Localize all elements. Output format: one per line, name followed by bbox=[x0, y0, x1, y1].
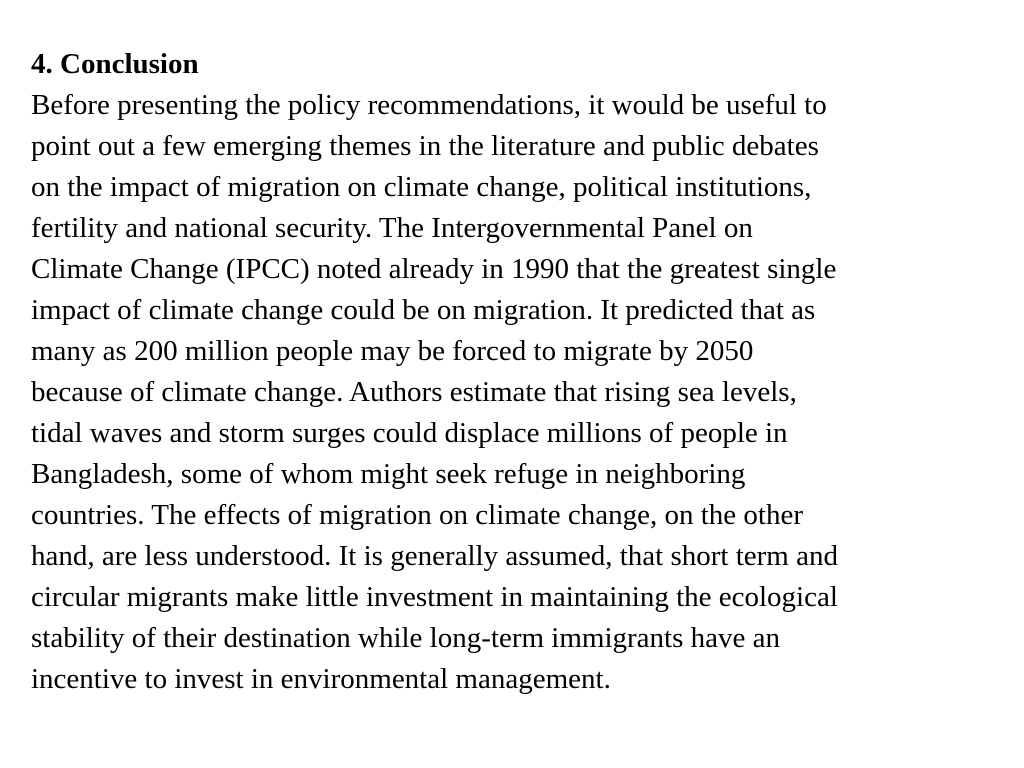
body-paragraph bbox=[31, 85, 996, 700]
paragraph-line: point out a few emerging themes in the literature and public debates bbox=[31, 130, 819, 162]
slide-content bbox=[31, 44, 996, 700]
paragraph-line: circular migrants make little investment in maintaining the ecological bbox=[31, 581, 838, 613]
paragraph-line: on the impact of migration on climate change, political institutions, bbox=[31, 171, 812, 203]
paragraph-line: hand, are less understood. It is generally assumed, that short term and bbox=[31, 540, 838, 572]
paragraph-line: countries. The effects of migration on climate change, on the other bbox=[31, 499, 803, 531]
paragraph-line: many as 200 million people may be forced to migrate by 2050 bbox=[31, 335, 754, 367]
section-heading: 4. Conclusion bbox=[31, 48, 199, 80]
paragraph-line: Climate Change (IPCC) noted already in 1990 that the greatest single bbox=[31, 253, 837, 285]
paragraph-line: Before presenting the policy recommendations, it would be useful to bbox=[31, 89, 827, 121]
paragraph-line: incentive to invest in environmental management. bbox=[31, 663, 611, 695]
paragraph-line: tidal waves and storm surges could displace millions of people in bbox=[31, 417, 788, 449]
paragraph-line: impact of climate change could be on migration. It predicted that as bbox=[31, 294, 816, 326]
paragraph-line: fertility and national security. The Intergovernmental Panel on bbox=[31, 212, 753, 244]
paragraph-line: because of climate change. Authors estimate that rising sea levels, bbox=[31, 376, 797, 408]
paragraph-line: Bangladesh, some of whom might seek refuge in neighboring bbox=[31, 458, 746, 490]
paragraph-line: stability of their destination while long-term immigrants have an bbox=[31, 622, 781, 654]
